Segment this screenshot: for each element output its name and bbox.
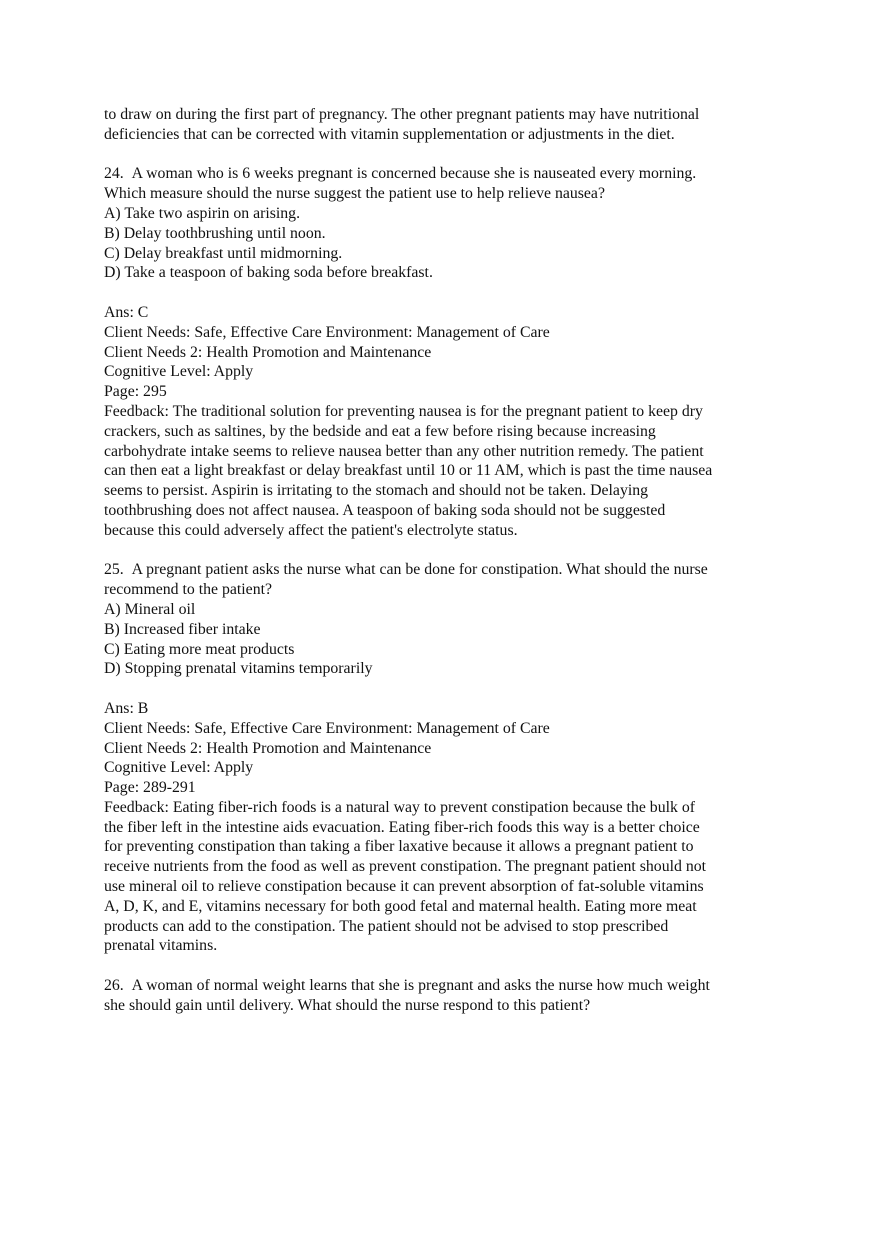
feedback-line: toothbrushing does not affect nausea. A teaspoon of baking soda should not be suggested (104, 501, 666, 519)
client-needs: Client Needs: Safe, Effective Care Environment: Management of Care (104, 323, 550, 341)
answer-option-a: A) Mineral oil (104, 600, 196, 618)
feedback-line: for preventing constipation than taking a fiber laxative because it allows a pregnant patient to (104, 838, 694, 856)
feedback-line: use mineral oil to relieve constipation because it can prevent absorption of fat-soluble vitamins (104, 878, 704, 896)
client-needs-2: Client Needs 2: Health Promotion and Maintenance (104, 343, 432, 361)
client-needs: Client Needs: Safe, Effective Care Environment: Management of Care (104, 719, 550, 737)
answer-block-25 (104, 699, 784, 956)
question-number: 24. (104, 165, 124, 183)
answer-block-24 (104, 303, 784, 541)
feedback-line: A, D, K, and E, vitamins necessary for both good fetal and maternal health. Eating more meat (104, 897, 697, 915)
document-page (104, 105, 784, 1016)
intro-line: deficiencies that can be corrected with vitamin supplementation or adjustments in the diet. (104, 125, 675, 143)
feedback-line: seems to persist. Aspirin is irritating to the stomach and should not be taken. Delaying (104, 482, 649, 500)
question-stem: 24. A woman who is 6 weeks pregnant is concerned because she is nauseated every morning. (104, 165, 697, 183)
intro-paragraph (104, 105, 784, 145)
question-24 (104, 164, 784, 283)
question-26 (104, 976, 784, 1016)
feedback-line: because this could adversely affect the patient's electrolyte status. (104, 521, 518, 539)
feedback-line: Feedback: The traditional solution for preventing nausea is for the pregnant patient to keep dry (104, 402, 703, 420)
question-number: 25. (104, 561, 124, 579)
answer-option-a: A) Take two aspirin on arising. (104, 204, 301, 222)
question-25 (104, 560, 784, 679)
answer-option-d: D) Stopping prenatal vitamins temporarily (104, 660, 373, 678)
cognitive-level: Cognitive Level: Apply (104, 759, 254, 777)
answer-option-c: C) Delay breakfast until midmorning. (104, 244, 343, 262)
answer-option-c: C) Eating more meat products (104, 640, 295, 658)
question-number: 26. (104, 977, 124, 995)
feedback-line: crackers, such as saltines, by the bedside and eat a few before rising because increasing (104, 422, 656, 440)
answer-option-b: B) Increased fiber intake (104, 620, 261, 638)
question-stem: recommend to the patient? (104, 581, 272, 599)
feedback-line: Feedback: Eating fiber-rich foods is a natural way to prevent constipation because the bulk of (104, 798, 695, 816)
feedback-line: prenatal vitamins. (104, 937, 218, 955)
question-stem: 26. A woman of normal weight learns that she is pregnant and asks the nurse how much weight (104, 977, 710, 995)
client-needs-2: Client Needs 2: Health Promotion and Maintenance (104, 739, 432, 757)
answer-option-d: D) Take a teaspoon of baking soda before breakfast. (104, 264, 433, 282)
intro-line: to draw on during the first part of pregnancy. The other pregnant patients may have nutritional (104, 106, 700, 123)
question-stem: 25. A pregnant patient asks the nurse what can be done for constipation. What should the nurse (104, 561, 708, 579)
question-stem: Which measure should the nurse suggest the patient use to help relieve nausea? (104, 185, 605, 203)
page-reference: Page: 289-291 (104, 779, 196, 797)
feedback-line: receive nutrients from the food as well as prevent constipation. The pregnant patient should not (104, 858, 707, 876)
page-reference: Page: 295 (104, 383, 167, 401)
question-stem: she should gain until delivery. What should the nurse respond to this patient? (104, 996, 591, 1014)
feedback-line: products can add to the constipation. The patient should not be advised to stop prescribed (104, 917, 669, 935)
cognitive-level: Cognitive Level: Apply (104, 363, 254, 381)
answer-key: Ans: C (104, 303, 149, 321)
feedback-line: the fiber left in the intestine aids evacuation. Eating fiber-rich foods this way is a better choice (104, 818, 700, 836)
feedback-line: can then eat a light breakfast or delay breakfast until 10 or 11 AM, which is past the time nausea (104, 462, 713, 480)
feedback-line: carbohydrate intake seems to relieve nausea better than any other nutrition remedy. The patient (104, 442, 704, 460)
answer-key: Ans: B (104, 699, 149, 717)
answer-option-b: B) Delay toothbrushing until noon. (104, 224, 326, 242)
